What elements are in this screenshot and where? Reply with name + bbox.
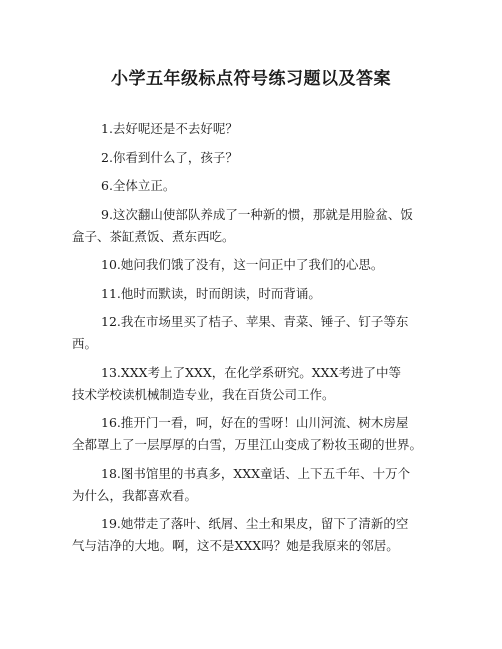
exercise-item <box>74 311 494 355</box>
exercise-line: 西。 <box>72 336 98 351</box>
exercise-item <box>74 283 494 305</box>
exercise-line: 10.她问我们饿了没有，这一问正中了我们的心思。 <box>101 257 384 272</box>
exercise-item <box>74 254 494 276</box>
exercise-line: 6.全体立正。 <box>101 178 176 193</box>
exercise-item <box>74 204 494 248</box>
exercise-item <box>74 118 494 140</box>
exercise-item <box>74 147 494 169</box>
exercise-item <box>74 175 494 197</box>
exercise-item <box>74 463 494 507</box>
exercise-line: 技术学校读机械制造专业，我在百货公司工作。 <box>72 386 335 402</box>
exercise-line: 11.他时而默读，时而朗读，时而背诵。 <box>101 285 321 301</box>
exercise-line: 盒子、茶缸煮饭、煮东西吃。 <box>72 228 235 244</box>
exercise-line: 气与洁净的大地。啊，这不是XXX吗？她是我原来的邻居。 <box>72 538 399 553</box>
exercise-line: 12.我在市场里买了桔子、苹果、青菜、锤子、钉子等东 <box>101 314 409 329</box>
exercise-list <box>74 118 494 564</box>
exercise-line: 18.图书馆里的书真多，XXX童话、上下五千年、十万个 <box>101 465 411 481</box>
exercise-item <box>74 412 494 456</box>
exercise-line: 9.这次翻山使部队养成了一种新的惯，那就是用脸盆、饭 <box>101 206 413 222</box>
exercise-item <box>74 362 494 406</box>
exercise-line: 1.去好呢还是不去好呢？ <box>101 121 238 136</box>
exercise-line: 为什么，我都喜欢看。 <box>72 487 198 503</box>
exercise-line: 19.她带走了落叶、纸屑、尘土和果皮，留下了清新的空 <box>101 516 409 531</box>
exercise-item <box>74 513 494 557</box>
page-title: 小学五年级标点符号练习题以及答案 <box>111 69 391 89</box>
exercise-line: 2.你看到什么了，孩子？ <box>101 149 238 165</box>
exercise-line: 全都罩上了一层厚厚的白雪，万里江山变成了粉妆玉砌的世界。 <box>72 437 423 452</box>
exercise-line: 16.推开门一看，呵，好在的雪呀！山川河流、树木房屋 <box>101 415 409 430</box>
exercise-line: 13.XXX考上了XXX，在化学系研究。XXX考进了中等 <box>101 364 401 380</box>
